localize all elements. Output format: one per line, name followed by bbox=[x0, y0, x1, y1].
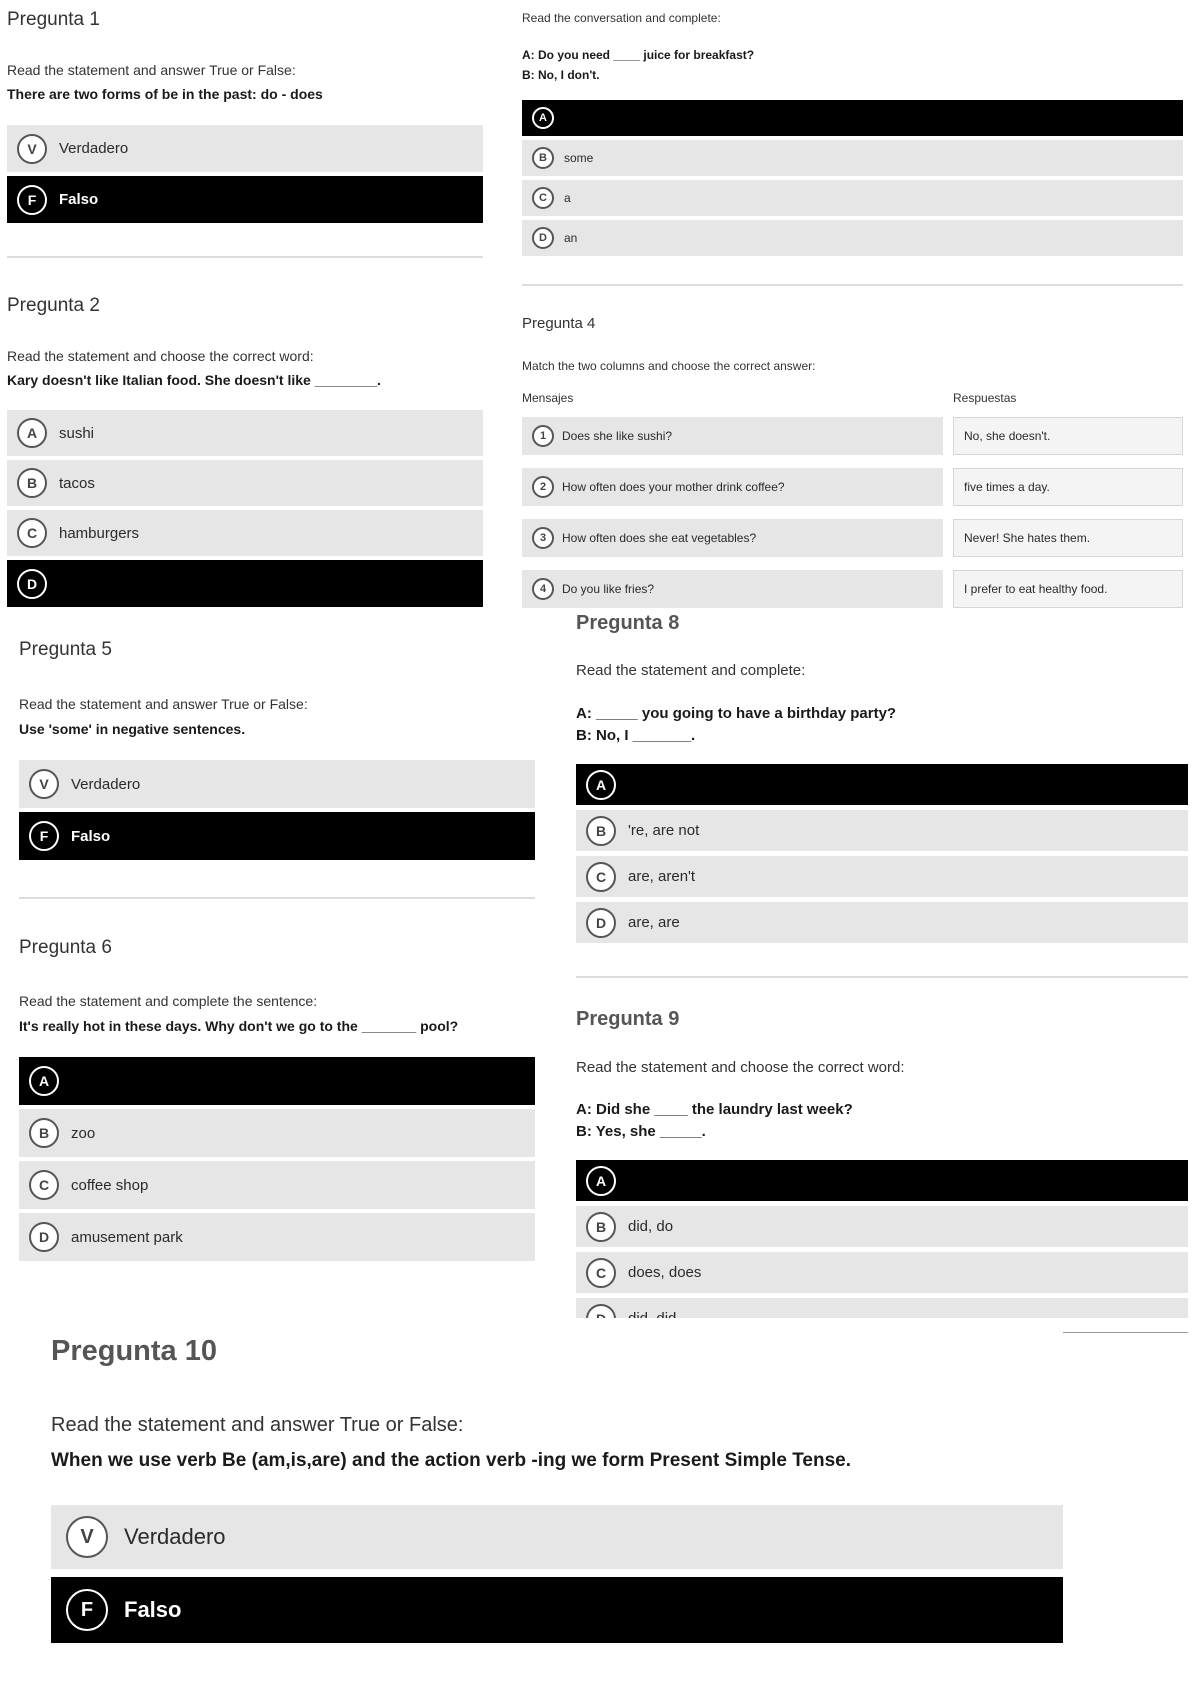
option-letter-badge: B bbox=[586, 816, 616, 846]
question-9-line-b: B: Yes, she _____. bbox=[576, 1123, 706, 1140]
option-a[interactable] bbox=[7, 410, 483, 456]
option-letter-badge: C bbox=[532, 187, 554, 209]
option-label: are, are bbox=[628, 914, 680, 931]
option-c[interactable] bbox=[576, 1252, 1188, 1293]
option-label: Verdadero bbox=[59, 140, 129, 157]
option-b[interactable] bbox=[19, 1109, 535, 1157]
option-label: zoo bbox=[71, 1124, 96, 1142]
match-message-4[interactable] bbox=[522, 570, 943, 608]
question-5-statement: Use 'some' in negative sentences. bbox=[19, 721, 246, 737]
option-label: an bbox=[564, 231, 578, 245]
question-3-line-a: A: Do you need ____ juice for breakfast? bbox=[522, 48, 755, 62]
match-message-text: How often does your mother drink coffee? bbox=[562, 480, 785, 494]
question-6-statement: It's really hot in these days. Why don't we go to the _______ pool? bbox=[19, 1018, 459, 1034]
option-letter-badge: C bbox=[586, 1258, 616, 1288]
question-1-statement: There are two forms of be in the past: do - does bbox=[7, 86, 323, 102]
option-c[interactable] bbox=[19, 1161, 535, 1209]
option-f[interactable] bbox=[51, 1577, 1063, 1643]
option-label: did, do bbox=[628, 1218, 674, 1235]
match-answer-1[interactable] bbox=[953, 417, 1183, 455]
option-d[interactable] bbox=[7, 560, 483, 607]
match-message-2[interactable] bbox=[522, 468, 943, 506]
option-a[interactable] bbox=[576, 764, 1188, 805]
option-label: tacos bbox=[59, 474, 95, 492]
match-answer-text: No, she doesn't. bbox=[964, 429, 1051, 443]
option-letter-badge: F bbox=[17, 185, 47, 215]
match-number-badge: 1 bbox=[532, 425, 554, 447]
question-4-title: Pregunta 4 bbox=[522, 315, 596, 332]
option-letter-badge: A bbox=[532, 107, 554, 129]
option-label: coffee shop bbox=[71, 1176, 149, 1194]
question-9-line-a: A: Did she ____ the laundry last week? bbox=[576, 1101, 853, 1118]
divider bbox=[522, 284, 1183, 286]
match-answer-text: Never! She hates them. bbox=[964, 531, 1091, 545]
option-v[interactable] bbox=[19, 760, 535, 808]
option-letter-badge: A bbox=[17, 418, 47, 448]
question-5-title: Pregunta 5 bbox=[19, 639, 112, 660]
crop-mask bbox=[560, 1318, 1200, 1378]
question-9-title: Pregunta 9 bbox=[576, 1008, 680, 1030]
question-8-line-b: B: No, I _______. bbox=[576, 727, 696, 744]
option-label: does, does bbox=[628, 1264, 702, 1281]
option-d[interactable] bbox=[576, 902, 1188, 943]
option-b[interactable] bbox=[522, 140, 1183, 176]
question-9-instruction: Read the statement and choose the correct word: bbox=[576, 1059, 905, 1076]
match-number-badge: 2 bbox=[532, 476, 554, 498]
option-a[interactable] bbox=[522, 100, 1183, 136]
match-number-badge: 3 bbox=[532, 527, 554, 549]
option-letter-badge: B bbox=[17, 468, 47, 498]
match-answer-text: five times a day. bbox=[964, 480, 1050, 494]
question-10-title: Pregunta 10 bbox=[51, 1335, 217, 1367]
option-v[interactable] bbox=[51, 1505, 1063, 1569]
question-2-title: Pregunta 2 bbox=[7, 295, 100, 316]
match-number-badge: 4 bbox=[532, 578, 554, 600]
option-label: a bbox=[564, 191, 571, 205]
option-letter-badge: C bbox=[586, 862, 616, 892]
match-answer-4[interactable] bbox=[953, 570, 1183, 608]
option-f[interactable] bbox=[7, 176, 483, 223]
divider bbox=[576, 976, 1188, 978]
question-10-instruction: Read the statement and answer True or False: bbox=[51, 1414, 464, 1436]
question-8-title: Pregunta 8 bbox=[576, 612, 680, 634]
option-d[interactable] bbox=[19, 1213, 535, 1261]
option-letter-badge: A bbox=[29, 1066, 59, 1096]
question-6-title: Pregunta 6 bbox=[19, 937, 112, 958]
option-b[interactable] bbox=[576, 810, 1188, 851]
question-8-line-a: A: _____ you going to have a birthday party? bbox=[576, 705, 897, 722]
question-2-statement: Kary doesn't like Italian food. She doesn't like ________. bbox=[7, 372, 381, 388]
option-letter-badge: V bbox=[17, 134, 47, 164]
option-label: Verdadero bbox=[124, 1524, 226, 1549]
option-label: Falso bbox=[124, 1597, 182, 1622]
option-b[interactable] bbox=[7, 460, 483, 506]
crop-edge bbox=[1063, 1332, 1188, 1333]
option-letter-badge: F bbox=[66, 1589, 108, 1631]
question-2-instruction: Read the statement and choose the correct word: bbox=[7, 348, 314, 364]
column-header-respuestas: Respuestas bbox=[953, 391, 1017, 405]
option-letter-badge: D bbox=[586, 908, 616, 938]
match-message-text: How often does she eat vegetables? bbox=[562, 531, 757, 545]
question-6-instruction: Read the statement and complete the sentence: bbox=[19, 993, 318, 1009]
option-a[interactable] bbox=[19, 1057, 535, 1105]
question-8-instruction: Read the statement and complete: bbox=[576, 662, 806, 679]
option-label: 're, are not bbox=[628, 822, 700, 839]
divider bbox=[19, 897, 535, 899]
option-c[interactable] bbox=[7, 510, 483, 556]
question-5-instruction: Read the statement and answer True or False: bbox=[19, 696, 308, 712]
column-header-mensajes: Mensajes bbox=[522, 391, 574, 405]
match-message-3[interactable] bbox=[522, 519, 943, 557]
option-c[interactable] bbox=[576, 856, 1188, 897]
match-answer-text: I prefer to eat healthy food. bbox=[964, 582, 1108, 596]
match-answer-2[interactable] bbox=[953, 468, 1183, 506]
option-b[interactable] bbox=[576, 1206, 1188, 1247]
option-label: hamburgers bbox=[59, 524, 140, 542]
option-label: some bbox=[564, 151, 594, 165]
option-label: Falso bbox=[71, 827, 111, 845]
question-1-title: Pregunta 1 bbox=[7, 9, 100, 30]
option-f[interactable] bbox=[19, 812, 535, 860]
option-letter-badge: B bbox=[29, 1118, 59, 1148]
match-message-text: Do you like fries? bbox=[562, 582, 655, 596]
option-c[interactable] bbox=[522, 180, 1183, 216]
option-v[interactable] bbox=[7, 125, 483, 172]
question-10-statement: When we use verb Be (am,is,are) and the action verb -ing we form Present Simple Tense. bbox=[51, 1450, 851, 1471]
option-letter-badge: B bbox=[586, 1212, 616, 1242]
option-letter-badge: V bbox=[66, 1516, 108, 1558]
question-3-instruction: Read the conversation and complete: bbox=[522, 11, 721, 25]
match-message-text: Does she like sushi? bbox=[562, 429, 673, 443]
option-letter-badge: D bbox=[532, 227, 554, 249]
option-letter-badge: A bbox=[586, 770, 616, 800]
option-label: amusement park bbox=[71, 1228, 183, 1246]
option-d[interactable] bbox=[522, 220, 1183, 256]
question-3-line-b: B: No, I don't. bbox=[522, 68, 600, 82]
option-label: are, aren't bbox=[628, 868, 696, 885]
option-letter-badge: B bbox=[532, 147, 554, 169]
option-letter-badge: C bbox=[17, 518, 47, 548]
option-label: Verdadero bbox=[71, 775, 141, 793]
option-letter-badge: C bbox=[29, 1170, 59, 1200]
option-letter-badge: V bbox=[29, 769, 59, 799]
match-answer-3[interactable] bbox=[953, 519, 1183, 557]
option-a[interactable] bbox=[576, 1160, 1188, 1201]
option-letter-badge: A bbox=[586, 1166, 616, 1196]
option-label: sushi bbox=[59, 424, 95, 442]
divider bbox=[7, 256, 483, 258]
option-label: Falso bbox=[59, 191, 99, 208]
question-1-instruction: Read the statement and answer True or False: bbox=[7, 62, 296, 78]
question-4-instruction: Match the two columns and choose the correct answer: bbox=[522, 359, 816, 373]
match-message-1[interactable] bbox=[522, 417, 943, 455]
option-letter-badge: F bbox=[29, 821, 59, 851]
option-letter-badge: D bbox=[29, 1222, 59, 1252]
option-letter-badge: D bbox=[17, 569, 47, 599]
